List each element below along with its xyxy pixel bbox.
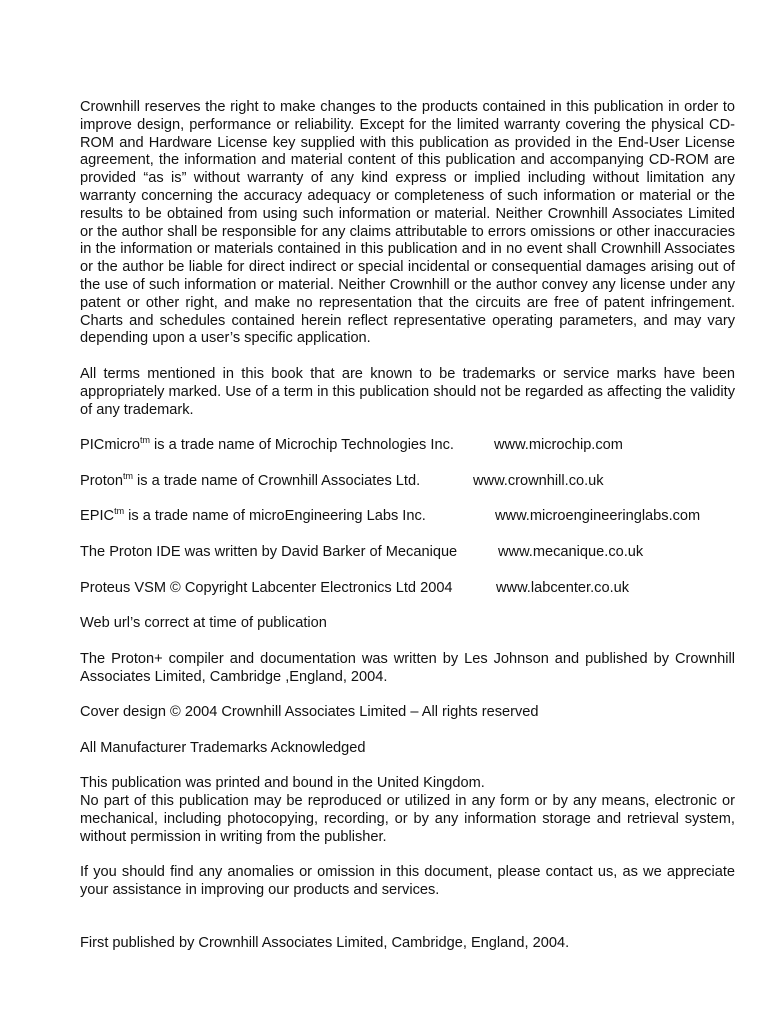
trademark-name: EPIC	[80, 508, 115, 525]
manufacturer-trademarks-note: All Manufacturer Trademarks Acknowledged	[80, 739, 366, 756]
reproduction-note: No part of this publication may be reproduced or utilized in any form or by any means, electronic or mechanical, including photocopying, recording, or by any information storage and retrieval system, without permission in writing from the publisher.	[80, 793, 735, 845]
compiler-note: The Proton+ compiler and documentation was written by Les Johnson and published by Crownhill Associates Limited, Cambridge ,England, 2004.	[80, 650, 735, 685]
trademark-name: Proton	[80, 472, 123, 489]
trademark-line-proton	[80, 470, 735, 491]
trademarks-note: All terms mentioned in this book that are known to be trademarks or service marks have been appropriately marked. Use of a term in this publication should not be regarded as affecting the validity of any trademark.	[80, 365, 735, 418]
trademark-text: is a trade name of Crownhill Associates Ltd.	[133, 472, 421, 489]
trademark-url: www.crownhill.co.uk	[473, 472, 604, 489]
credit-text: Proteus VSM © Copyright Labcenter Electronics Ltd 2004	[80, 579, 453, 596]
disclaimer-paragraph: Crownhill reserves the right to make changes to the products contained in this publication in order to improve design, performance or reliability. Except for the limited warranty covering the physical CD-ROM and Hardware License key supplied with this publication as provided in the End-User License agreement, the information and material content of this publication and accompanying CD-ROM are provided “as is” without warranty of any kind express or implied including without limitation any warranty concerning the accuracy adequacy or completeness of such information or material or the results to be obtained from using such information or material. Neither Crownhill Associates Limited or the author shall be responsible for any claims attributable to errors omissions or other inaccuracies in the information or materials contained in this publication and in no event shall Crownhill Associates or the author be liable for direct indirect or special incidental or consequential damages arising out of the use of such information or material. Neither Crownhill or the author convey any license under any patent or other right, and make no representation that the circuits are free of patent infringement. Charts and schedules contained herein reflect representative operating parameters, and may vary depending upon a user’s specific application.	[80, 99, 735, 347]
trademark-text: is a trade name of Microchip Technologies Inc.	[150, 437, 454, 454]
printed-note: This publication was printed and bound in the United Kingdom.	[80, 775, 485, 792]
cover-design-note: Cover design © 2004 Crownhill Associates Limited – All rights reserved	[80, 704, 539, 721]
trademark-sup: tm	[114, 506, 125, 517]
trademark-url: www.microengineeringlabs.com	[495, 508, 701, 525]
trademark-line-epic	[80, 508, 735, 526]
trademark-name: PICmicro	[80, 437, 140, 454]
trademark-text: is a trade name of microEngineering Labs Inc.	[124, 508, 426, 525]
trademark-sup: tm	[123, 470, 133, 481]
trademark-sup: tm	[140, 435, 150, 446]
credit-text: The Proton IDE was written by David Barker of Mecanique	[80, 543, 458, 560]
first-published-note: First published by Crownhill Associates Limited, Cambridge, England, 2004.	[80, 935, 570, 952]
anomalies-note: If you should find any anomalies or omission in this document, please contact us, as we appreciate your assistance in improving our products and services.	[80, 864, 735, 899]
credit-line-ide	[80, 544, 735, 562]
credit-url: www.mecanique.co.uk	[498, 543, 644, 560]
credit-line-proteus	[80, 580, 735, 598]
trademark-url: www.microchip.com	[494, 437, 623, 454]
credit-url: www.labcenter.co.uk	[496, 579, 630, 596]
web-url-note: Web url’s correct at time of publication	[80, 615, 327, 632]
trademark-line-picmicro	[80, 437, 735, 455]
legal-page	[80, 99, 735, 953]
